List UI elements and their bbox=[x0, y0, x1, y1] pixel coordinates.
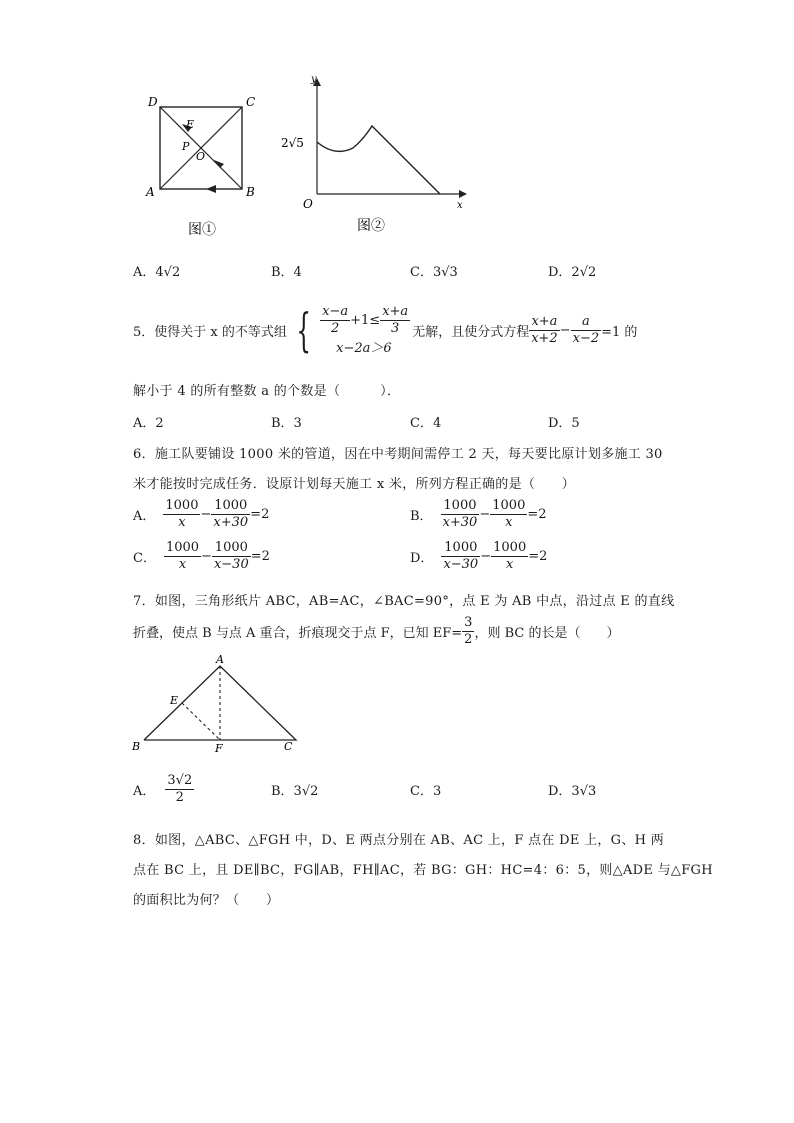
q6-a-n2: 1000 bbox=[211, 498, 250, 515]
q8-line1: 8．如图，△ABC、△FGH 中，D、E 两点分别在 AB、AC 上，F 点在 DE 上，G、H 两 bbox=[133, 833, 665, 848]
q6-option-c-label: C． bbox=[133, 551, 156, 566]
q5-ineq1-left-num: x−a bbox=[322, 304, 349, 319]
q6-b-d1: x+30 bbox=[442, 515, 478, 530]
q7-option-a-num: 3√2 bbox=[167, 772, 193, 788]
q5-inequality-system bbox=[320, 304, 410, 356]
q5-ineq2: x−2a＞6 bbox=[336, 341, 392, 356]
fig2-origin: O bbox=[303, 197, 313, 211]
q6-b-n1: 1000 bbox=[441, 498, 480, 515]
q6-d-n1: 1000 bbox=[441, 540, 480, 557]
q4-option-c[interactable]: C．3√3 bbox=[410, 265, 458, 280]
q6-c-rhs: =2 bbox=[250, 549, 270, 564]
q8-line2: 点在 BC 上，且 DE∥BC，FG∥AB，FH∥AC，若 BG：GH：HC=4：6：5，则△ADE 与△FGH bbox=[133, 863, 713, 878]
q6-c-n1: 1000 bbox=[165, 540, 200, 555]
q7-label-b: B bbox=[132, 740, 141, 753]
fig1-label-d: D bbox=[148, 95, 158, 109]
q5-option-b[interactable]: B．3 bbox=[271, 416, 302, 431]
q5-eq-num1: x+a bbox=[529, 314, 560, 331]
q5-eq-num2: a bbox=[571, 314, 602, 331]
q6-d-d2: x bbox=[506, 557, 514, 572]
q7-option-a[interactable] bbox=[133, 770, 194, 808]
q6-line1: 6．施工队要铺设 1000 米的管道，因在中考期间需停工 2 天，每天要比原计划多施工 30 bbox=[133, 447, 663, 462]
q5-stem bbox=[133, 300, 637, 360]
fig1-label-p: P bbox=[182, 140, 190, 153]
q6-option-d[interactable]: D． $\frac{1000}{x-30}$ − $\frac{1000}{x}$ =2 bbox=[410, 540, 548, 572]
q6-a-n1: 1000 bbox=[165, 498, 199, 513]
q7-line2 bbox=[133, 612, 619, 650]
q5-eq-den1: x+2 bbox=[531, 330, 558, 346]
fig1-label-c: C bbox=[246, 95, 256, 109]
q8-line3: 的面积比为何？（ ） bbox=[133, 893, 280, 908]
q7-triangle-figure bbox=[128, 652, 308, 756]
q6-d-n2: 1000 bbox=[493, 540, 527, 555]
q5-brace: { bbox=[296, 303, 311, 357]
q4-option-b[interactable]: B．4 bbox=[271, 265, 302, 280]
q5-option-c[interactable]: C．4 bbox=[410, 416, 442, 431]
q7-label-f: F bbox=[215, 742, 223, 755]
q6-d-rhs: =2 bbox=[528, 549, 548, 564]
q5-ineq1-right-num: x+a bbox=[382, 304, 409, 319]
q7-label-c: C bbox=[284, 740, 293, 753]
q6-option-a-label: A． bbox=[133, 509, 156, 524]
q5-ineq1-left-den: 2 bbox=[331, 321, 340, 336]
q5-eq-rhs: =1 的 bbox=[601, 324, 638, 340]
q7-ef-num: 3 bbox=[464, 614, 473, 630]
q6-c-n2: 1000 bbox=[212, 540, 251, 557]
q6-b-d2: x bbox=[505, 515, 513, 530]
fig2-y-label: y bbox=[311, 74, 317, 85]
q5-eq-minus: − bbox=[559, 322, 571, 338]
q4-option-d[interactable]: D．2√2 bbox=[548, 265, 597, 280]
q6-c-d1: x bbox=[178, 557, 187, 572]
q5-option-a[interactable]: A．2 bbox=[133, 416, 164, 431]
q6-c-d2: x−30 bbox=[213, 557, 249, 572]
q7-label-a: A bbox=[216, 653, 224, 666]
fig1-caption: 图① bbox=[188, 222, 216, 238]
q6-a-d1: x bbox=[178, 515, 186, 530]
q6-d-d1: x−30 bbox=[443, 557, 479, 572]
q7-option-a-den: 2 bbox=[175, 789, 184, 805]
fig1-label-o: O bbox=[196, 150, 206, 163]
q5-middle: 无解，且使分式方程 bbox=[412, 324, 530, 340]
fig2-caption: 图② bbox=[357, 218, 385, 234]
q7-line2-post: ，则 BC 的长是（ ） bbox=[474, 625, 620, 641]
q5-line2: 解小于 4 的所有整数 a 的个数是（ ）． bbox=[133, 384, 401, 399]
q7-label-e: E bbox=[170, 694, 179, 707]
q5-ineq1-right-den: 3 bbox=[391, 321, 400, 336]
fig2-y-mark: 2√5 bbox=[281, 136, 304, 150]
q7-option-b[interactable]: B．3√2 bbox=[271, 784, 319, 799]
q7-line1: 7．如图，三角形纸片 ABC，AB=AC，∠BAC=90°，点 E 为 AB 中点，沿过点 E 的直线 bbox=[133, 594, 675, 609]
q7-option-c[interactable]: C．3 bbox=[410, 784, 442, 799]
q6-option-a[interactable]: A． $\frac{1000}{x}$ − $\frac{1000}{x+30}$ =2 bbox=[133, 498, 270, 530]
q6-a-d2: x+30 bbox=[213, 515, 249, 530]
fig1-label-b: B bbox=[246, 185, 255, 199]
q6-option-b[interactable]: B． $\frac{1000}{x+30}$ − $\frac{1000}{x}$ =2 bbox=[410, 498, 547, 530]
q6-a-rhs: =2 bbox=[250, 507, 270, 522]
q6-b-n2: 1000 bbox=[492, 498, 526, 513]
figure-2-graph bbox=[275, 72, 475, 242]
figure-1-square bbox=[140, 92, 270, 242]
q5-ineq1-mid: +1≤ bbox=[350, 313, 381, 328]
q6-option-d-label: D． bbox=[410, 551, 434, 566]
q7-option-a-label: A． bbox=[133, 783, 156, 799]
q6-option-b-label: B． bbox=[410, 509, 433, 524]
q5-eq-den2: x−2 bbox=[572, 330, 600, 346]
q7-ef-den: 2 bbox=[464, 631, 473, 647]
q7-line2-pre: 折叠，使点 B 与点 A 重合，折痕现交于点 F，已知 EF= bbox=[133, 625, 463, 641]
q4-option-a[interactable]: A．4√2 bbox=[133, 265, 181, 280]
q6-line2: 米才能按时完成任务．设原计划每天施工 x 米，所列方程正确的是（ ） bbox=[133, 477, 576, 492]
q5-option-d[interactable]: D．5 bbox=[548, 416, 580, 431]
q5-prefix: 5．使得关于 x 的不等式组 bbox=[133, 324, 287, 340]
fig1-label-e: E bbox=[186, 118, 195, 131]
q6-option-c[interactable]: C． $\frac{1000}{x}$ − $\frac{1000}{x-30}$ =2 bbox=[133, 540, 270, 572]
q7-option-d[interactable]: D．3√3 bbox=[548, 784, 597, 799]
q6-b-rhs: =2 bbox=[527, 507, 547, 522]
fig2-x-label: x bbox=[457, 200, 463, 211]
fig1-label-a: A bbox=[146, 185, 155, 199]
